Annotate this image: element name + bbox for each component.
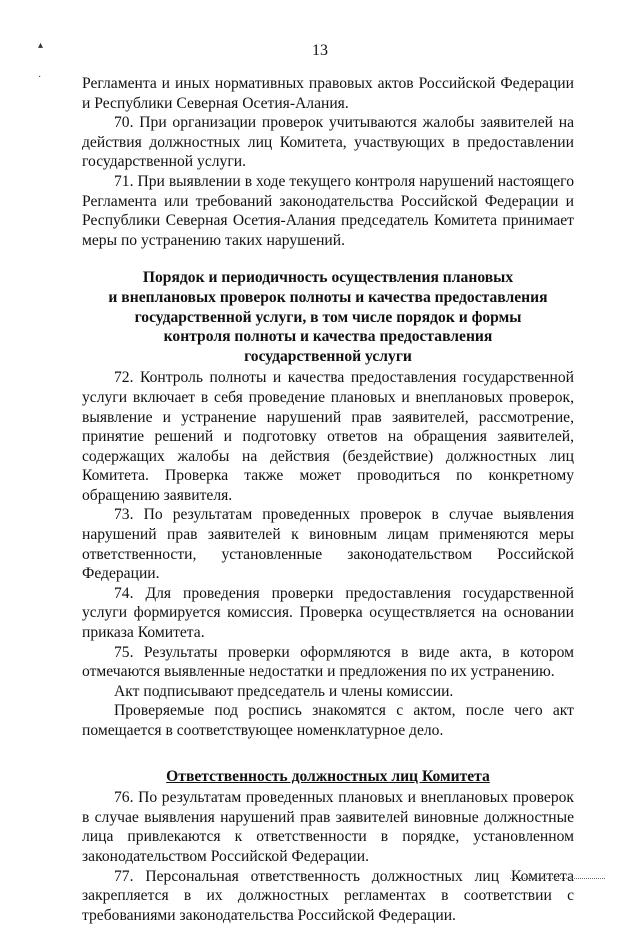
- paragraph-77: 77. Персональная ответственность должностных лиц Комитета закрепляется в их должностных регламентах в соответствии с требованиями законодательства Российской Федерации.: [82, 867, 574, 924]
- paragraph-76: 76. По результатам проведенных плановых и внеплановых проверок в случае выявления нарушений прав заявителей виновные должностные лица привлекаются к ответственности в порядке, установленном законодательством Российской Федерации.: [82, 789, 574, 865]
- heading-line: и внеплановых проверок полноты и качества предоставления: [108, 288, 548, 306]
- paragraph-70: 70. При организации проверок учитываются жалобы заявителей на действия должностных лиц Комитета, участвующих в предоставлении государственной услуги.: [82, 114, 574, 171]
- heading-line: контроля полноты и качества предоставления: [163, 328, 493, 346]
- document-body: [82, 74, 574, 925]
- paragraph-74: 74. Для проведения проверки предоставления государственной услуги формируется комиссия. Проверка осуществляется на основании приказа Комитета.: [82, 584, 574, 642]
- scan-mark: ·: [38, 72, 42, 83]
- paragraph-act-review: Проверяемые под роспись знакомятся с актом, после чего акт помещается в соответствующее номенклатурное дело.: [82, 702, 574, 739]
- paragraph-act-signing: Акт подписывают председатель и члены комиссии.: [114, 682, 454, 700]
- heading-line: Порядок и периодичность осуществления плановых: [142, 269, 514, 287]
- page-number: 13: [312, 42, 328, 59]
- scan-mark: ▴: [38, 40, 44, 51]
- heading-line: государственной услуги: [244, 347, 412, 365]
- paragraph-71: 71. При выявлении в ходе текущего контроля нарушений настоящего Регламента или требований законодательства Российской Федерации и Республики Северная Осетия-Алания председатель Комитета принимает меры по устранению таких нарушений.: [82, 172, 574, 249]
- heading-line: государственной услуги, в том числе порядок и формы: [134, 308, 522, 326]
- paragraph-75: 75. Результаты проверки оформляются в виде акта, в котором отмечаются выявленные недостатки и предложения по их устранению.: [82, 643, 574, 681]
- footer-divider: [510, 878, 605, 879]
- section-heading-responsibility: Ответственность должностных лиц Комитета: [166, 767, 490, 785]
- section-heading-inspections: [82, 268, 574, 366]
- paragraph-73: 73. По результатам проведенных проверок в случае выявления нарушений прав заявителей к виновным лицам применяются меры ответственности, установленные законодательством Российской Федерации.: [82, 506, 574, 583]
- paragraph-continuation: Регламента и иных нормативных правовых актов Российской Федерации и Республики Северная Осетия-Алания.: [82, 75, 574, 112]
- paragraph-72: 72. Контроль полноты и качества предоставления государственной услуги включает в себя проведение плановых и внеплановых проверок, выявление и устранение нарушений прав заявителей, рассмотрение, принятие решений и подготовку ответов на обращения заявителей, содержащих жалобы на действия (бездействие) должностных лиц Комитета. Проверка также может проводиться по конкретному обращению заявителя.: [82, 369, 574, 504]
